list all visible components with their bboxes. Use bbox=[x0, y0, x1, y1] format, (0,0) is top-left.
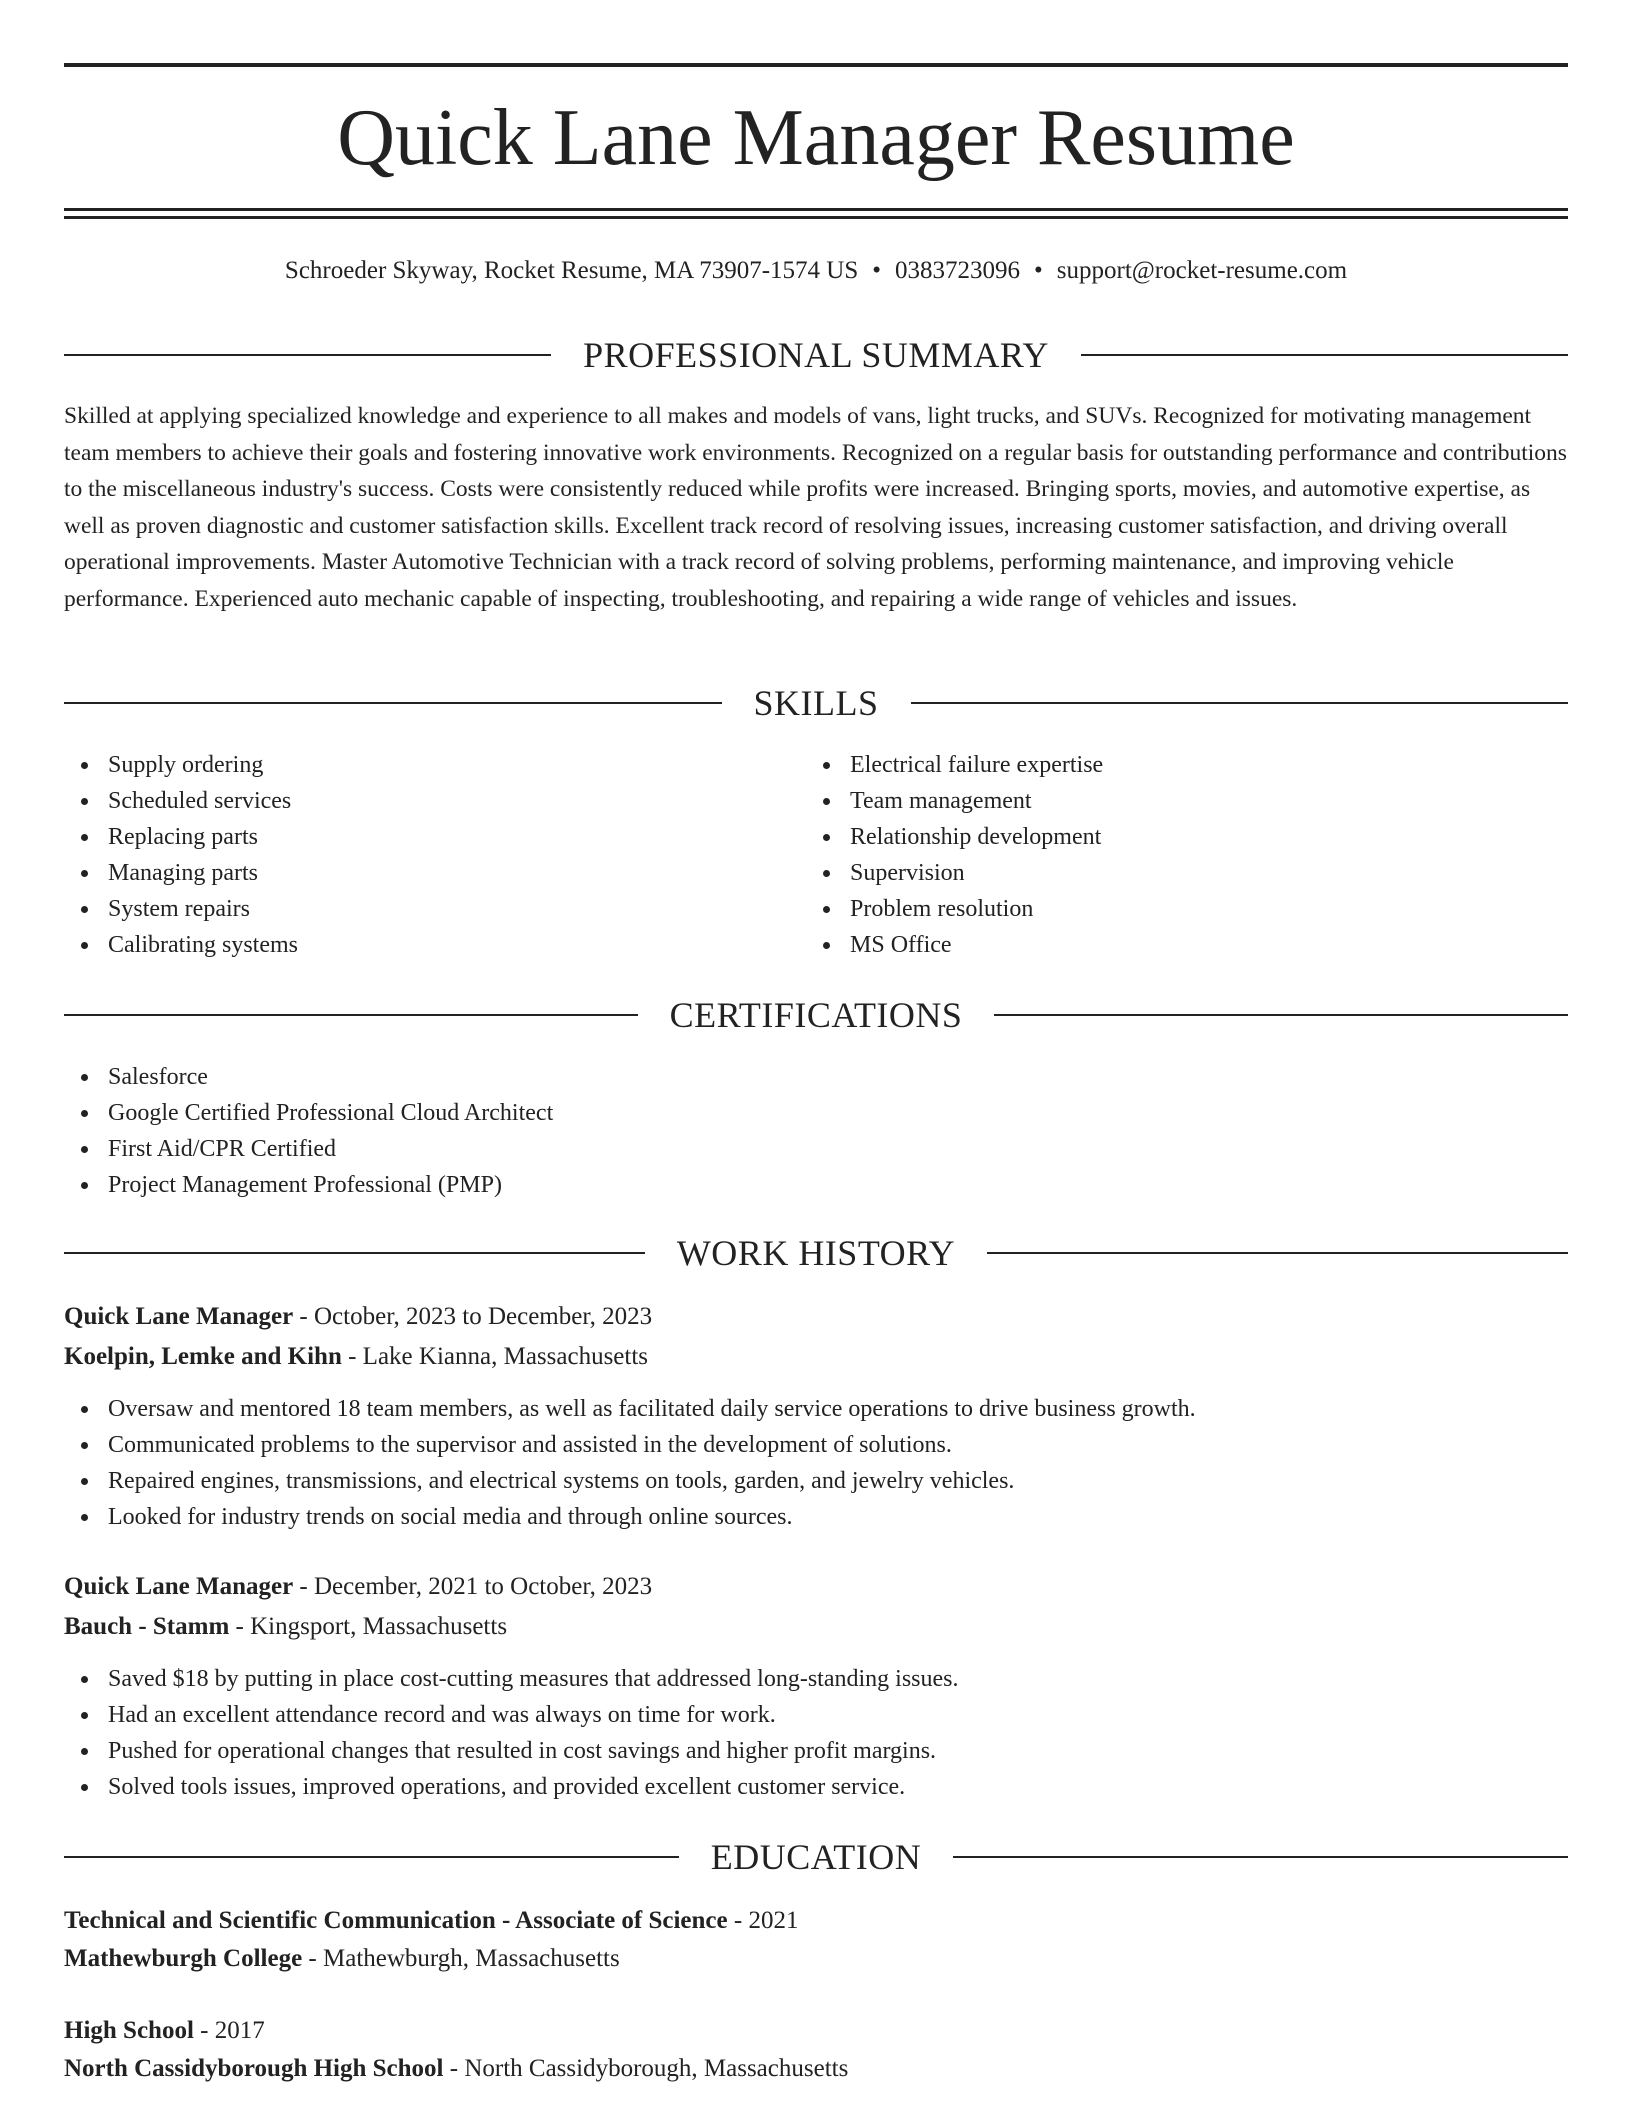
job-title: Quick Lane Manager bbox=[64, 1573, 294, 1600]
education-school-line bbox=[64, 2051, 848, 2087]
skills-list-left bbox=[64, 747, 764, 963]
resume-title: Quick Lane Manager Resume bbox=[337, 94, 1295, 182]
contact-address: Schroeder Skyway, Rocket Resume, MA 73907-1574 US bbox=[284, 257, 859, 284]
skill-item: Replacing parts bbox=[64, 819, 764, 855]
summary-heading bbox=[64, 333, 1568, 377]
job-bullet: Oversaw and mentored 18 team members, as well as facilitated daily service operations to drive business growth. bbox=[64, 1391, 1464, 1427]
job-location: - Kingsport, Massachusetts bbox=[229, 1613, 508, 1640]
job-bullet: Communicated problems to the supervisor and assisted in the development of solutions. bbox=[64, 1427, 1464, 1463]
top-rule bbox=[64, 63, 1568, 67]
skill-item: Scheduled services bbox=[64, 783, 764, 819]
skill-item: Problem resolution bbox=[806, 891, 1506, 927]
skill-item: Calibrating systems bbox=[64, 927, 764, 963]
education-school-line bbox=[64, 1941, 620, 1977]
certification-item: Project Management Professional (PMP) bbox=[64, 1167, 1464, 1203]
heading-rule-left bbox=[64, 1014, 638, 1016]
certifications-list bbox=[64, 1059, 1464, 1203]
skills-heading bbox=[64, 681, 1568, 725]
heading-rule-right bbox=[911, 702, 1569, 704]
skill-item: Managing parts bbox=[64, 855, 764, 891]
contact-email: support@rocket-resume.com bbox=[1056, 257, 1348, 284]
job-bullet: Saved $18 by putting in place cost-cutting measures that addressed long-standing issues. bbox=[64, 1661, 1464, 1697]
job-location: - Lake Kianna, Massachusetts bbox=[341, 1343, 649, 1370]
job-company: Koelpin, Lemke and Kihn bbox=[64, 1343, 342, 1370]
certification-item: First Aid/CPR Certified bbox=[64, 1131, 1464, 1167]
job-bullet: Looked for industry trends on social media and through online sources. bbox=[64, 1499, 1464, 1535]
education-school: North Cassidyborough High School bbox=[64, 2055, 444, 2082]
heading-rule-left bbox=[64, 1856, 679, 1858]
certification-item: Google Certified Professional Cloud Architect bbox=[64, 1095, 1464, 1131]
job-bullet: Had an excellent attendance record and was always on time for work. bbox=[64, 1697, 1464, 1733]
summary-heading-label: PROFESSIONAL SUMMARY bbox=[583, 335, 1049, 375]
education-heading bbox=[64, 1835, 1568, 1879]
contact-separator: • bbox=[1034, 257, 1043, 284]
summary-text: Skilled at applying specialized knowledge and experience to all makes and models of vans, light trucks, and SUVs. Recognized for motivating management team members to achieve their goals and fostering innovative work environments. Recognized on a regular basis for outstanding performance and contributions to the miscellaneous industry's success. Costs were consistently reduced while profits were increased. Bringing sports, movies, and automotive expertise, as well as proven diagnostic and customer satisfaction skills. Excellent track record of resolving issues, increasing customer satisfaction, and driving overall operational improvements. Master Automotive Technician with a track record of solving problems, performing maintenance, and improving vehicle performance. Experienced auto mechanic capable of inspecting, troubleshooting, and repairing a wide range of vehicles and issues. bbox=[64, 403, 1567, 612]
title-double-rule-upper bbox=[64, 208, 1568, 211]
job-bullets bbox=[64, 1391, 1464, 1535]
education-location: - Mathewburgh, Massachusetts bbox=[302, 1945, 620, 1972]
heading-rule-left bbox=[64, 354, 551, 356]
skill-item: Electrical failure expertise bbox=[806, 747, 1506, 783]
skill-item: System repairs bbox=[64, 891, 764, 927]
certification-item: Salesforce bbox=[64, 1059, 1464, 1095]
education-degree: High School bbox=[64, 2017, 194, 2044]
education-degree: Technical and Scientific Communication - Associate of Science bbox=[64, 1907, 728, 1934]
certifications-heading-label: CERTIFICATIONS bbox=[669, 995, 963, 1035]
skills-list-right bbox=[806, 747, 1506, 963]
skill-item: Team management bbox=[806, 783, 1506, 819]
skill-item: Supervision bbox=[806, 855, 1506, 891]
job-bullet: Solved tools issues, improved operations, and provided excellent customer service. bbox=[64, 1769, 1464, 1805]
heading-rule-right bbox=[987, 1252, 1568, 1254]
job-bullet: Pushed for operational changes that resulted in cost savings and higher profit margins. bbox=[64, 1733, 1464, 1769]
education-heading-label: EDUCATION bbox=[710, 1837, 922, 1877]
job-company-line bbox=[64, 1339, 648, 1375]
heading-rule-left bbox=[64, 1252, 645, 1254]
heading-rule-right bbox=[1081, 354, 1568, 356]
skills-heading-label: SKILLS bbox=[753, 683, 879, 723]
certifications-heading bbox=[64, 993, 1568, 1037]
job-bullet: Repaired engines, transmissions, and electrical systems on tools, garden, and jewelry vehicles. bbox=[64, 1463, 1464, 1499]
skill-item: MS Office bbox=[806, 927, 1506, 963]
education-year: - 2017 bbox=[193, 2017, 265, 2044]
contact-separator: • bbox=[872, 257, 882, 284]
job-company: Bauch - Stamm bbox=[64, 1613, 230, 1640]
job-title-line bbox=[64, 1299, 652, 1335]
skill-item: Relationship development bbox=[806, 819, 1506, 855]
heading-rule-right bbox=[994, 1014, 1568, 1016]
job-title: Quick Lane Manager bbox=[64, 1303, 294, 1330]
job-company-line bbox=[64, 1609, 507, 1645]
heading-rule-left bbox=[64, 702, 722, 704]
education-degree-line bbox=[64, 2013, 265, 2049]
heading-rule-right bbox=[953, 1856, 1568, 1858]
education-degree-line bbox=[64, 1903, 798, 1939]
skill-item: Supply ordering bbox=[64, 747, 764, 783]
education-year: - 2021 bbox=[727, 1907, 799, 1934]
work-history-heading bbox=[64, 1231, 1568, 1275]
education-school: Mathewburgh College bbox=[64, 1945, 303, 1972]
title-double-rule-lower bbox=[64, 216, 1568, 219]
contact-phone: 0383723096 bbox=[895, 257, 1021, 284]
job-title-line bbox=[64, 1569, 652, 1605]
contact-line bbox=[64, 254, 1568, 288]
job-bullets bbox=[64, 1661, 1464, 1805]
job-dates: - December, 2021 to October, 2023 bbox=[293, 1573, 653, 1600]
job-dates: - October, 2023 to December, 2023 bbox=[293, 1303, 653, 1330]
work-history-heading-label: WORK HISTORY bbox=[676, 1233, 956, 1273]
education-location: - North Cassidyborough, Massachusetts bbox=[443, 2055, 849, 2082]
